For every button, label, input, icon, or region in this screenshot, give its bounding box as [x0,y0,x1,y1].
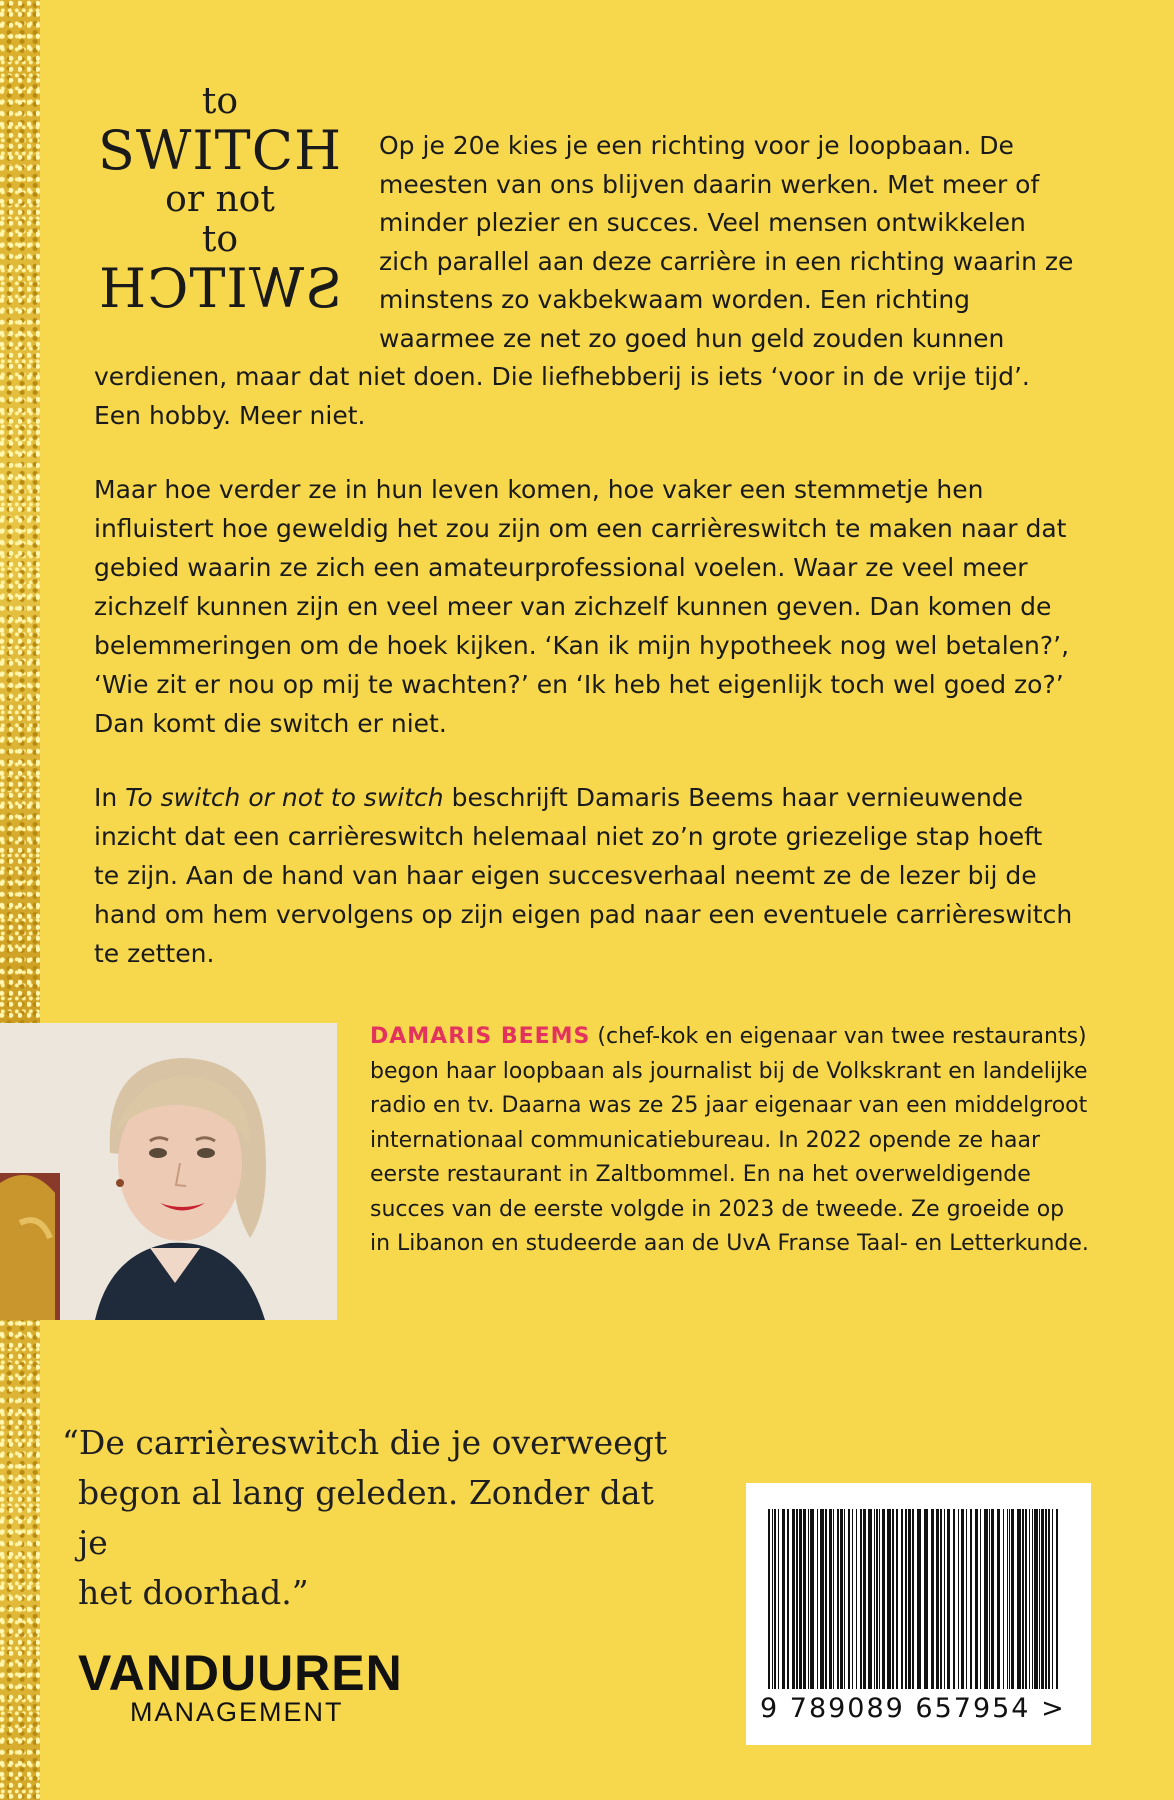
barcode-bar [856,1509,857,1689]
glitter-border [0,0,40,1800]
barcode-bar [810,1509,814,1689]
barcode-bar [980,1509,981,1689]
quote-line-2: begon al lang geleden. Zonder dat je [78,1473,654,1562]
intro-paragraph [94,127,1074,435]
barcode-bar [879,1509,880,1689]
barcode-bar [908,1509,911,1689]
barcode-bar [1048,1509,1050,1689]
barcode-bar [820,1509,824,1689]
barcode-bar [852,1509,853,1689]
barcode-bar [772,1509,773,1689]
barcode-bar [1039,1509,1040,1689]
barcode-bar [768,1509,770,1689]
barcode-bar [778,1509,779,1689]
title-line-to: to [201,81,239,122]
barcode-bar [796,1509,798,1689]
barcode-bar [917,1509,921,1689]
barcode-bar [792,1509,795,1689]
title-line-switch-mirrored: SWITCH [97,257,343,320]
barcode-bar [825,1509,827,1689]
barcode-bar [882,1509,885,1689]
isbn-number: 9 789089 657954 > [760,1693,1066,1724]
quote-line-1: “De carrièreswitch die je overweegt [62,1423,668,1462]
barcode-bar [991,1509,994,1689]
barcode-bar [1022,1509,1024,1689]
barcode-bar [863,1509,866,1689]
barcode-bar [799,1509,802,1689]
quote-line-3: het doorhad.” [78,1573,309,1612]
barcode-bar [848,1509,850,1689]
barcode-bar [1025,1509,1027,1689]
barcode-bar [1029,1509,1030,1689]
barcode-bar [947,1509,950,1689]
barcode-bar [975,1509,978,1689]
barcode-bar [1056,1509,1058,1689]
body-paragraph-2: Maar hoe verder ze in hun leven komen, hoe vaker een stemmetje hen influistert hoe geweldig het zou zijn om een carrièreswitch te maken naar dat gebied waarin ze zich een amateurprofessional voelen. Waar ze veel meer zichzelf kunnen zijn en veel meer van zichzelf kunnen geven. Dan komen de belemmeringen om de hoek kijken. ‘Kan ik mijn hypotheek nog wel betalen?’, ‘Wie zit er nou op mij te wachten?’ en ‘Ik heb het eigenlijk toch wel goed zo?’ Dan komt die switch er niet. [94,475,1070,738]
barcode-bar [782,1509,785,1689]
barcode-bar [905,1509,907,1689]
barcode-bar [837,1509,839,1689]
barcode-bar [860,1509,862,1689]
body-paragraph-3 [94,778,1074,973]
barcode-bar [901,1509,903,1689]
barcode-bar [833,1509,834,1689]
barcode-bar [803,1509,806,1689]
author-portrait-image [0,1023,337,1320]
barcode-bar [1017,1509,1021,1689]
barcode-bar [1032,1509,1033,1689]
barcode-bar [896,1509,898,1689]
barcode-bar [936,1509,939,1689]
publisher-sub: MANAGEMENT [130,1697,344,1727]
barcode-bar [892,1509,894,1689]
barcode-bar [931,1509,934,1689]
barcode-bar [966,1509,967,1689]
barcode-bar [944,1509,945,1689]
barcode-bar [829,1509,832,1689]
author-name: DAMARIS BEEMS [370,1024,591,1049]
barcode-bar [844,1509,845,1689]
author-photo [0,1023,337,1320]
barcode-bar [874,1509,875,1689]
author-bio-text: (chef-kok en eigenaar van twee restaurants) begon haar loopbaan als journalist bij de Volkskrant en landelijke radio en tv. Daarna was ze 25 jaar eigenaar van een middelgroot internationaal communicatiebureau. In 2022 opende ze haar eerste restaurant in Zaltbommel. En na het overweldigende succes van de eerste volgde in 2023 de tweede. Ze groeide op in Libanon en studeerde aan de UvA Franse Taal- en Letterkunde. [370,1024,1089,1256]
title-line-switch: SWITCH [97,119,343,182]
publisher-logo [78,1645,408,1727]
barcode-bar [887,1509,891,1689]
barcode-bar [840,1509,843,1689]
barcode-bar [912,1509,914,1689]
title-line-to-2: to [201,219,239,260]
barcode-bar [1003,1509,1004,1689]
barcode-bar [787,1509,789,1689]
barcode-bar [1034,1509,1038,1689]
intro-text: Op je 20e kies je een richting voor je loopbaan. De meesten van ons blijven daarin werken. Met meer of minder plezier en succes. Veel mensen ontwikkelen zich parallel aan deze carrière in een richting waarin ze minstens zo vakbekwaam worden. Een richting waarmee ze net zo goed hun geld zouden kunnen verdienen, maar dat niet doen. Die liefhebberij is iets ‘voor in de vrije tijd’. Een hobby. Meer niet. [94,131,1074,430]
barcode-bar [774,1509,776,1689]
barcode-bar [1052,1509,1053,1689]
barcode-bar [1009,1509,1010,1689]
barcode-bar [997,1509,1000,1689]
barcode-bar [808,1509,809,1689]
barcode-bar [1045,1509,1047,1689]
barcode-bar [868,1509,872,1689]
isbn-barcode [746,1483,1091,1745]
barcode-bar [817,1509,818,1689]
author-bio [370,1020,1090,1262]
barcode-bar [876,1509,878,1689]
publisher-name: VANDUUREN [78,1645,403,1701]
paragraph-text: beschrijft Damaris Beems haar vernieuwende inzicht dat een carrièreswitch helemaal niet zo’n grote griezelige stap hoeft te zijn. Aan de hand van haar eigen succesverhaal neemt ze de lezer bij de hand om hem vervolgens op zijn eigen pad naar een eventuele carrièreswitch te zetten. [94,783,1073,968]
barcode-bar [1041,1509,1044,1689]
barcode-bar [1007,1509,1008,1689]
barcode-bar [1011,1509,1014,1689]
barcode-bar [970,1509,972,1689]
barcode-bars [768,1509,1068,1689]
barcode-bar [958,1509,959,1689]
pull-quote [62,1418,682,1618]
book-title-italic: To switch or not to switch [125,783,444,812]
barcode-bar [984,1509,988,1689]
paragraph-prefix: In [94,783,126,812]
title-line-or-not: or not [165,179,275,220]
barcode-bar [953,1509,955,1689]
barcode-bar [940,1509,942,1689]
barcode-bar [961,1509,964,1689]
barcode-bar [989,1509,990,1689]
barcode-bar [924,1509,928,1689]
